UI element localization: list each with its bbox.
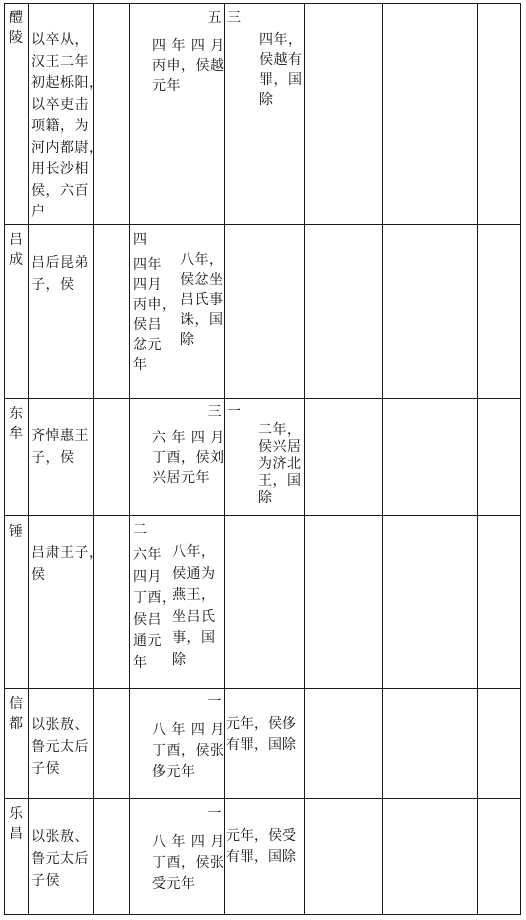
column-divider: [382, 3, 383, 915]
column-divider: [28, 3, 29, 915]
row-divider: [4, 515, 521, 516]
row-divider: [4, 688, 521, 689]
hui-text: 四年 四月 丙申， 侯吕 忿元 年: [133, 257, 177, 373]
row-divider: [4, 798, 521, 799]
marquisate-name: 东 牟: [9, 406, 24, 442]
origin-text: 齐悼惠王 子，侯: [31, 428, 89, 466]
hui-count: 二: [133, 522, 148, 538]
hui-text: 四 年 四 月 丙申，侯越 元年: [152, 38, 225, 94]
gao-text: 元年，侯受 有罪，国除: [226, 828, 296, 865]
marquisate-name: 锤: [9, 524, 24, 540]
hui-text: 八 年 四 月 丁酉，侯张 受元年: [152, 834, 225, 892]
hui-text: 六 年 四 月 丁酉，侯刘 兴居元年: [152, 430, 225, 486]
hui-text-end: 八年， 侯忿坐 吕氏事 诛，国 除: [180, 252, 224, 348]
origin-text: 吕后昆弟 子，侯: [31, 255, 89, 293]
hui-text: 八 年 四 月 丁酉，侯张 侈元年: [152, 722, 225, 780]
table-border-top: [4, 3, 521, 4]
gao-text: 元年，侯侈 有罪，国除: [226, 716, 296, 753]
gao-text: 四年， 侯越有 罪，国 除: [259, 32, 303, 108]
gao-text: 二年， 侯兴居 为济北 王，国 除: [258, 422, 302, 506]
marquisate-name: 醴 陵: [9, 10, 24, 46]
column-divider: [477, 3, 478, 915]
gao-count: 三: [227, 10, 242, 26]
hui-count: 五: [207, 10, 222, 26]
table-border-left: [4, 3, 5, 915]
origin-text: 以张敖、 鲁元太后 子侯: [31, 829, 89, 889]
marquisate-name: 信 都: [9, 696, 24, 732]
column-divider: [129, 3, 130, 915]
gao-count: 一: [227, 404, 242, 420]
origin-text: 以张敖、 鲁元太后 子侯: [31, 717, 89, 777]
hui-count: 三: [207, 404, 222, 420]
hui-count: 四: [133, 232, 148, 248]
hui-text: 六年 四月 丁酉， 侯吕 通元 年: [133, 547, 177, 671]
column-divider: [304, 3, 305, 915]
hui-count: 一: [207, 694, 222, 710]
marquisate-name: 吕 成: [9, 232, 24, 268]
hui-count: 一: [207, 806, 222, 822]
marquisate-name: 乐 昌: [9, 806, 24, 842]
hui-text-end: 八年， 侯通为 燕王， 坐吕氏 事，国 除: [172, 544, 216, 668]
table-border-bottom: [4, 914, 521, 915]
table-border-right: [520, 3, 521, 915]
origin-text: 吕肃王子， 侯: [31, 545, 104, 583]
row-divider: [4, 398, 521, 399]
row-divider: [4, 224, 521, 225]
origin-text: 以卒从， 汉王二年 初起栎阳， 以卒吏击 项籍，为 河内都尉， 用长沙相 侯，六百 户: [31, 32, 104, 220]
